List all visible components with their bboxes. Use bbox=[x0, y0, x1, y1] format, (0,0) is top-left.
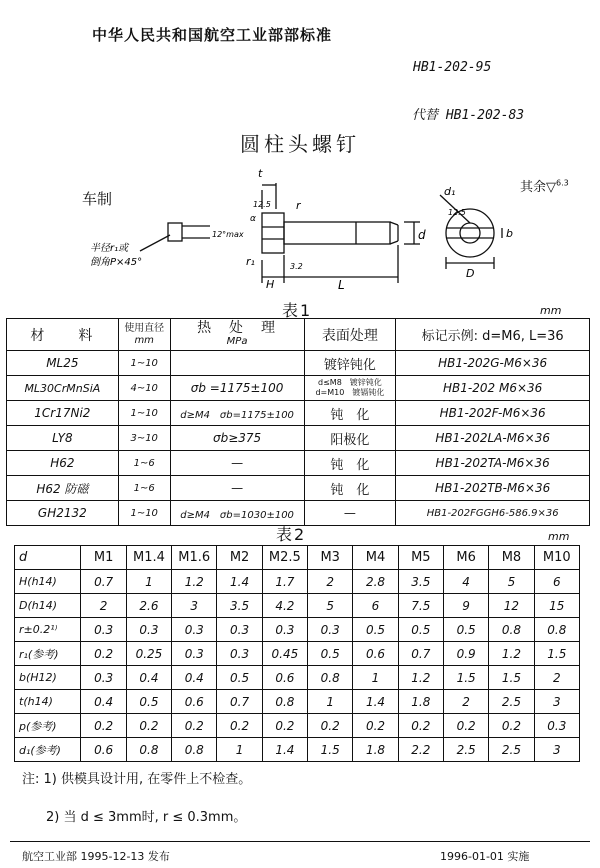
value-cell: 2.5 bbox=[489, 738, 534, 762]
table-row bbox=[15, 714, 580, 738]
value-cell: 1 bbox=[126, 570, 171, 594]
value-cell: 0.2 bbox=[308, 714, 353, 738]
max-angle-label: 12°max bbox=[212, 230, 244, 239]
value-cell: 1.5 bbox=[534, 642, 579, 666]
value-cell: 4.2 bbox=[262, 594, 307, 618]
surface-cell: 钝 化 bbox=[304, 451, 396, 476]
heat-cell: — bbox=[170, 451, 304, 476]
roughness-side-label: 3.2 bbox=[290, 262, 303, 271]
value-cell: 0.2 bbox=[81, 714, 126, 738]
value-cell: 0.4 bbox=[81, 690, 126, 714]
mark-cell: HB1-202TB-M6×36 bbox=[396, 476, 590, 501]
value-cell: 0.2 bbox=[398, 714, 443, 738]
value-cell: 0.3 bbox=[262, 618, 307, 642]
roughness-head-label: 12.5 bbox=[253, 200, 271, 209]
mark-cell: HB1-202FGGH6-586.9×36 bbox=[396, 501, 590, 526]
value-cell: 0.6 bbox=[262, 666, 307, 690]
surface-cell: — bbox=[304, 501, 396, 526]
surface-cell: 阳极化 bbox=[304, 426, 396, 451]
range-cell: 1~10 bbox=[118, 401, 170, 426]
row-label: r₁(参考) bbox=[15, 642, 81, 666]
dim-d-label: d bbox=[418, 228, 426, 242]
value-cell: 0.2 bbox=[353, 714, 398, 738]
value-cell: 3.5 bbox=[398, 570, 443, 594]
value-cell: 3.5 bbox=[217, 594, 262, 618]
value-cell: 2 bbox=[81, 594, 126, 618]
value-cell: 2.5 bbox=[489, 690, 534, 714]
value-cell: 0.6 bbox=[353, 642, 398, 666]
value-cell: 5 bbox=[489, 570, 534, 594]
size-cell: M5 bbox=[398, 546, 443, 570]
value-cell: 3 bbox=[534, 690, 579, 714]
table-row bbox=[7, 401, 590, 426]
table-row bbox=[15, 570, 580, 594]
value-cell: 1.4 bbox=[217, 570, 262, 594]
manufacture-method: 车制 bbox=[82, 190, 113, 208]
value-cell: 2.2 bbox=[398, 738, 443, 762]
value-cell: 0.25 bbox=[126, 642, 171, 666]
col-example: 标记示例: d=M6, L=36 bbox=[396, 319, 590, 351]
value-cell: 0.4 bbox=[126, 666, 171, 690]
table-row bbox=[7, 376, 590, 401]
dimension-table bbox=[14, 545, 580, 762]
value-cell: 0.5 bbox=[443, 618, 488, 642]
col-diameter-label: 使用直径 bbox=[124, 322, 165, 334]
surface-note-text: 其余 bbox=[520, 180, 547, 195]
note-2: 2) 当 d ≤ 3mm时, r ≤ 0.3mm。 bbox=[46, 810, 247, 825]
value-cell: 0.7 bbox=[81, 570, 126, 594]
value-cell: 6 bbox=[353, 594, 398, 618]
roughness-rest-value: 6.3 bbox=[556, 178, 569, 188]
table2-unit: mm bbox=[548, 530, 570, 543]
value-cell: 0.5 bbox=[126, 690, 171, 714]
range-cell: 1~6 bbox=[118, 476, 170, 501]
value-cell: 1.4 bbox=[353, 690, 398, 714]
value-cell: 0.8 bbox=[262, 690, 307, 714]
table-row bbox=[15, 642, 580, 666]
value-cell: 1.5 bbox=[489, 666, 534, 690]
value-cell: 2 bbox=[443, 690, 488, 714]
value-cell: 0.2 bbox=[217, 714, 262, 738]
surface-cell: 镀锌钝化 bbox=[304, 351, 396, 376]
size-cell: M1.4 bbox=[126, 546, 171, 570]
value-cell: 0.8 bbox=[489, 618, 534, 642]
col-diameter bbox=[118, 319, 170, 351]
value-cell: 1 bbox=[217, 738, 262, 762]
heat-cell: d≥M4 σb=1175±100 bbox=[170, 401, 304, 426]
value-cell: 0.3 bbox=[172, 642, 217, 666]
value-cell: 2 bbox=[534, 666, 579, 690]
value-cell: 1.2 bbox=[489, 642, 534, 666]
row-label: H(h14) bbox=[15, 570, 81, 594]
table-row bbox=[7, 426, 590, 451]
value-cell: 2 bbox=[308, 570, 353, 594]
value-cell: 0.3 bbox=[217, 642, 262, 666]
value-cell: 0.3 bbox=[172, 618, 217, 642]
value-cell: 0.2 bbox=[443, 714, 488, 738]
size-cell: M3 bbox=[308, 546, 353, 570]
effective-date: 1996-01-01 实施 bbox=[440, 850, 530, 863]
value-cell: 0.2 bbox=[262, 714, 307, 738]
document-title: 圆柱头螺钉 bbox=[240, 132, 360, 156]
value-cell: 6 bbox=[534, 570, 579, 594]
material-cell: ML25 bbox=[7, 351, 119, 376]
dim-D-label: D bbox=[466, 267, 475, 280]
value-cell: 0.3 bbox=[217, 618, 262, 642]
col-surface: 表面处理 bbox=[304, 319, 396, 351]
standard-number: HB1-202-95 bbox=[413, 60, 492, 75]
table-row bbox=[15, 594, 580, 618]
value-cell: 0.8 bbox=[126, 738, 171, 762]
table-row bbox=[7, 451, 590, 476]
range-cell: 1~6 bbox=[118, 451, 170, 476]
value-cell: 12 bbox=[489, 594, 534, 618]
value-cell: 0.2 bbox=[81, 642, 126, 666]
value-cell: 1.4 bbox=[262, 738, 307, 762]
value-cell: 1.8 bbox=[353, 738, 398, 762]
value-cell: 2.8 bbox=[353, 570, 398, 594]
material-cell: ML30CrMnSiA bbox=[7, 376, 119, 401]
value-cell: 0.5 bbox=[398, 618, 443, 642]
material-cell: H62 bbox=[7, 451, 119, 476]
value-cell: 0.9 bbox=[443, 642, 488, 666]
size-cell: M1 bbox=[81, 546, 126, 570]
row-label: d₁(参考) bbox=[15, 738, 81, 762]
heat-cell: d≥M4 σb=1030±100 bbox=[170, 501, 304, 526]
size-cell: M6 bbox=[443, 546, 488, 570]
heat-cell bbox=[170, 351, 304, 376]
material-cell: GH2132 bbox=[7, 501, 119, 526]
size-col-label: d bbox=[15, 546, 81, 570]
screw-shank-outline bbox=[284, 222, 390, 244]
surface-cell bbox=[304, 376, 396, 401]
value-cell: 0.6 bbox=[81, 738, 126, 762]
row-label: D(h14) bbox=[15, 594, 81, 618]
mark-cell: HB1-202F-M6×36 bbox=[396, 401, 590, 426]
value-cell: 0.3 bbox=[81, 666, 126, 690]
value-cell: 0.8 bbox=[534, 618, 579, 642]
size-cell: M10 bbox=[534, 546, 579, 570]
value-cell: 2.5 bbox=[443, 738, 488, 762]
range-cell: 3~10 bbox=[118, 426, 170, 451]
value-cell: 1.7 bbox=[262, 570, 307, 594]
col-diameter-unit: mm bbox=[134, 334, 154, 346]
surface-cell: 钝 化 bbox=[304, 476, 396, 501]
mark-cell: HB1-202G-M6×36 bbox=[396, 351, 590, 376]
material-cell: 1Cr17Ni2 bbox=[7, 401, 119, 426]
size-cell: M1.6 bbox=[172, 546, 217, 570]
col-heat-unit: MPa bbox=[226, 335, 248, 347]
size-cell: M2 bbox=[217, 546, 262, 570]
row-label: r±0.2¹⁾ bbox=[15, 618, 81, 642]
dim-h-label: H bbox=[266, 278, 275, 291]
standard-org-title: 中华人民共和国航空工业部部标准 bbox=[92, 26, 333, 44]
value-cell: 3 bbox=[534, 738, 579, 762]
value-cell: 0.5 bbox=[217, 666, 262, 690]
material-table bbox=[6, 318, 590, 526]
note-1: 注: 1) 供模具设计用, 在零件上不检查。 bbox=[22, 772, 252, 787]
value-cell: 1.8 bbox=[398, 690, 443, 714]
table-row bbox=[15, 618, 580, 642]
value-cell: 0.7 bbox=[217, 690, 262, 714]
screw-drawing bbox=[0, 165, 600, 295]
mark-cell: HB1-202 M6×36 bbox=[396, 376, 590, 401]
dim-alpha-label: α bbox=[250, 214, 256, 224]
value-cell: 0.8 bbox=[172, 738, 217, 762]
mark-cell: HB1-202LA-M6×36 bbox=[396, 426, 590, 451]
value-cell: 0.3 bbox=[308, 618, 353, 642]
table-row bbox=[15, 666, 580, 690]
value-cell: 3 bbox=[172, 594, 217, 618]
dim-d1-label: d₁ bbox=[444, 185, 456, 198]
value-cell: 0.3 bbox=[534, 714, 579, 738]
table1-caption: 表1 bbox=[282, 301, 313, 320]
row-label: b(H12) bbox=[15, 666, 81, 690]
heat-cell: — bbox=[170, 476, 304, 501]
value-cell: 0.2 bbox=[126, 714, 171, 738]
mark-cell: HB1-202TA-M6×36 bbox=[396, 451, 590, 476]
value-cell: 7.5 bbox=[398, 594, 443, 618]
col-material: 材 料 bbox=[7, 319, 119, 351]
chamfer-note-2: 倒角P×45° bbox=[90, 257, 143, 268]
roughness-symbol-icon: ▽ bbox=[546, 180, 557, 195]
value-cell: 0.4 bbox=[172, 666, 217, 690]
dim-b-label: b bbox=[506, 227, 513, 240]
value-cell: 0.45 bbox=[262, 642, 307, 666]
row-label: p(参考) bbox=[15, 714, 81, 738]
dim-r1-label: r₁ bbox=[246, 255, 255, 268]
value-cell: 1.2 bbox=[172, 570, 217, 594]
size-header-row bbox=[15, 546, 580, 570]
col-heat bbox=[170, 319, 304, 351]
size-cell: M2.5 bbox=[262, 546, 307, 570]
table-row bbox=[7, 476, 590, 501]
value-cell: 0.2 bbox=[172, 714, 217, 738]
dimension-rows bbox=[15, 570, 580, 762]
table-row bbox=[7, 351, 590, 376]
dim-r-label: r bbox=[296, 199, 301, 212]
value-cell: 0.5 bbox=[308, 642, 353, 666]
surface-cell-a: d≤M8 镀锌钝化 bbox=[318, 378, 382, 387]
replaces-standard: 代替 HB1-202-83 bbox=[412, 108, 525, 123]
value-cell: 1.5 bbox=[308, 738, 353, 762]
footer-rule bbox=[10, 841, 590, 842]
material-cell: LY8 bbox=[7, 426, 119, 451]
value-cell: 0.6 bbox=[172, 690, 217, 714]
issued-by: 航空工业部 1995-12-13 发布 bbox=[22, 850, 170, 863]
material-cell: H62 防磁 bbox=[7, 476, 119, 501]
row-label: t(h14) bbox=[15, 690, 81, 714]
col-heat-label: 热 处 理 bbox=[197, 319, 278, 336]
value-cell: 0.5 bbox=[353, 618, 398, 642]
table2-caption: 表2 bbox=[276, 525, 307, 544]
size-cell: M4 bbox=[353, 546, 398, 570]
range-cell: 1~10 bbox=[118, 501, 170, 526]
value-cell: 0.2 bbox=[489, 714, 534, 738]
screw-head-outline bbox=[262, 213, 284, 253]
value-cell: 1 bbox=[353, 666, 398, 690]
value-cell: 9 bbox=[443, 594, 488, 618]
heat-cell: σb≥375 bbox=[170, 426, 304, 451]
value-cell: 2.6 bbox=[126, 594, 171, 618]
value-cell: 0.3 bbox=[126, 618, 171, 642]
value-cell: 4 bbox=[443, 570, 488, 594]
table-row bbox=[15, 738, 580, 762]
chamfer-note-1: 半径r₁或 bbox=[90, 243, 129, 254]
value-cell: 1 bbox=[308, 690, 353, 714]
surface-cell-b: d=M10 镀镉钝化 bbox=[315, 388, 385, 397]
range-cell: 4~10 bbox=[118, 376, 170, 401]
size-cell: M8 bbox=[489, 546, 534, 570]
surface-cell: 钝 化 bbox=[304, 401, 396, 426]
dim-l-label: L bbox=[338, 278, 345, 292]
dim-t-label: t bbox=[258, 167, 263, 180]
table-row bbox=[15, 690, 580, 714]
value-cell: 5 bbox=[308, 594, 353, 618]
value-cell: 0.8 bbox=[308, 666, 353, 690]
value-cell: 0.3 bbox=[81, 618, 126, 642]
roughness-face-label: 12.5 bbox=[448, 208, 466, 217]
value-cell: 1.5 bbox=[443, 666, 488, 690]
value-cell: 1.2 bbox=[398, 666, 443, 690]
heat-cell: σb =1175±100 bbox=[170, 376, 304, 401]
value-cell: 15 bbox=[534, 594, 579, 618]
table1-unit: mm bbox=[540, 304, 562, 317]
range-cell: 1~10 bbox=[118, 351, 170, 376]
value-cell: 0.7 bbox=[398, 642, 443, 666]
